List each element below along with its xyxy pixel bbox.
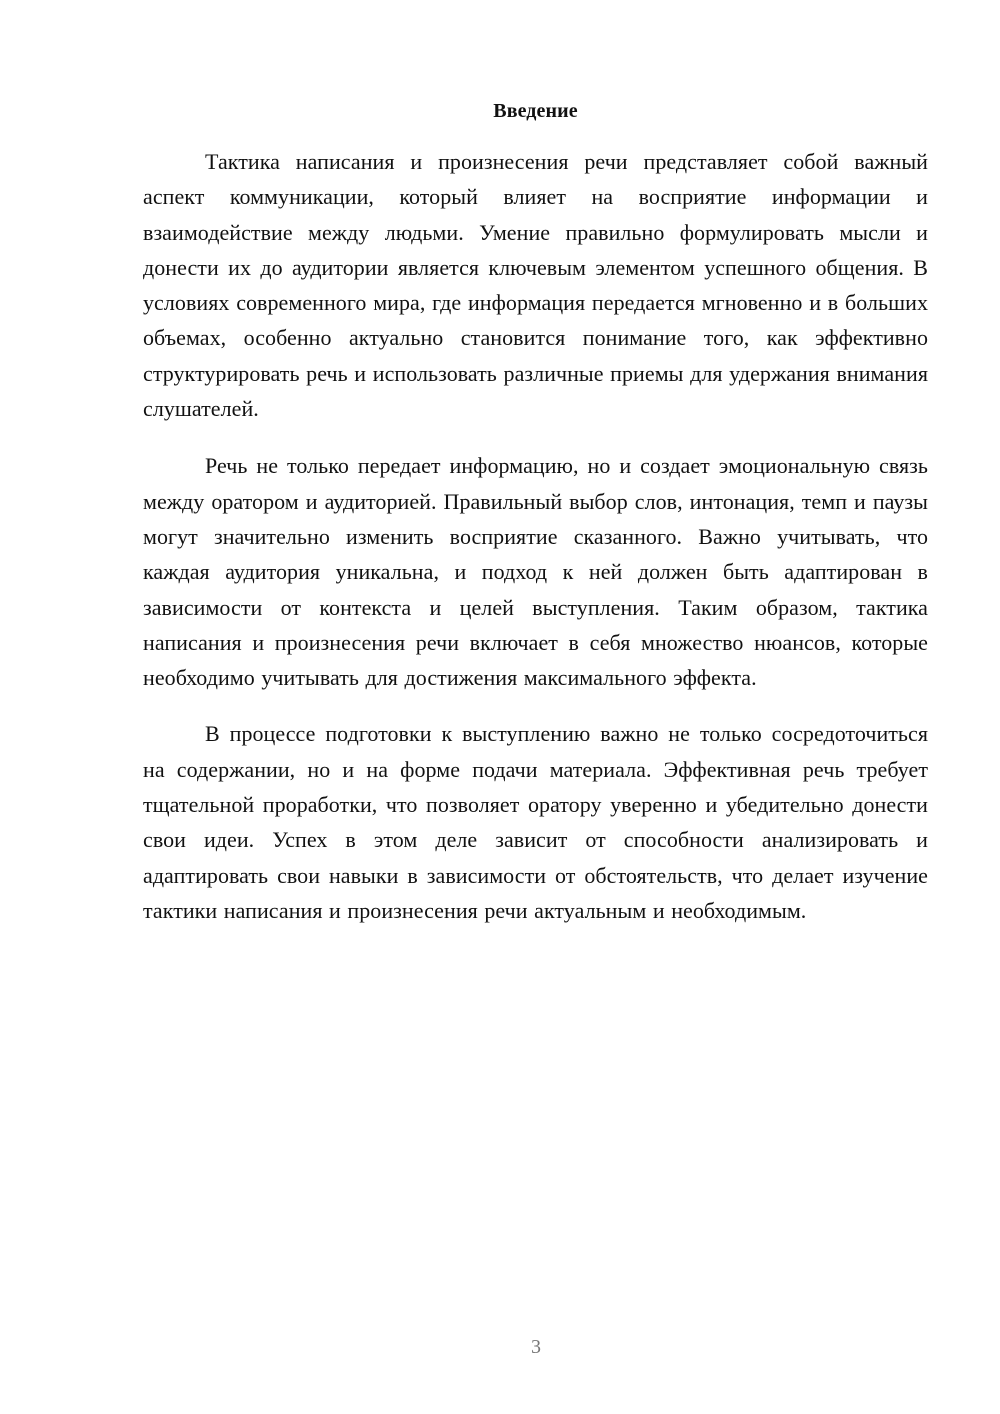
paragraph-introduction-2: Речь не только передает информацию, но и создает эмоциональную связь между оратором и аудиторией. Правильный выбор слов, интонация, темп и паузы могут значительно изменить восприятие сказанного. Важно учитывать, что каждая аудитория уникальна, и подход к ней должен быть адаптирован в зависимости от контекста и целей выступления. Таким образом, тактика написания и произнесения речи включает в себя множество нюансов, которые необходимо учитывать для достижения максимального эффекта. [143, 453, 928, 691]
page-content [143, 96, 928, 928]
page-title: Введение [493, 100, 578, 122]
paragraph-introduction-3: В процессе подготовки к выступлению важно не только сосредоточиться на содержании, но и на форме подачи материала. Эффективная речь требует тщательной проработки, что позволяет оратору уверенно и убедительно донести свои идеи. Успех в этом деле зависит от способности анализировать и адаптировать свои навыки в зависимости от обстоятельств, что делает изучение тактики написания и произнесения речи актуальным и необходимым. [143, 721, 928, 923]
paragraph-introduction-1: Тактика написания и произнесения речи представляет собой важный аспект коммуникации, который влияет на восприятие информации и взаимодействие между людьми. Умение правильно формулировать мысли и донести их до аудитории является ключевым элементом успешного общения. В условиях современного мира, где информация передается мгновенно и в больших объемах, особенно актуально становится понимание того, как эффективно структурировать речь и использовать различные приемы для удержания внимания слушателей. [143, 149, 928, 422]
page-number: 3 [531, 1336, 541, 1358]
